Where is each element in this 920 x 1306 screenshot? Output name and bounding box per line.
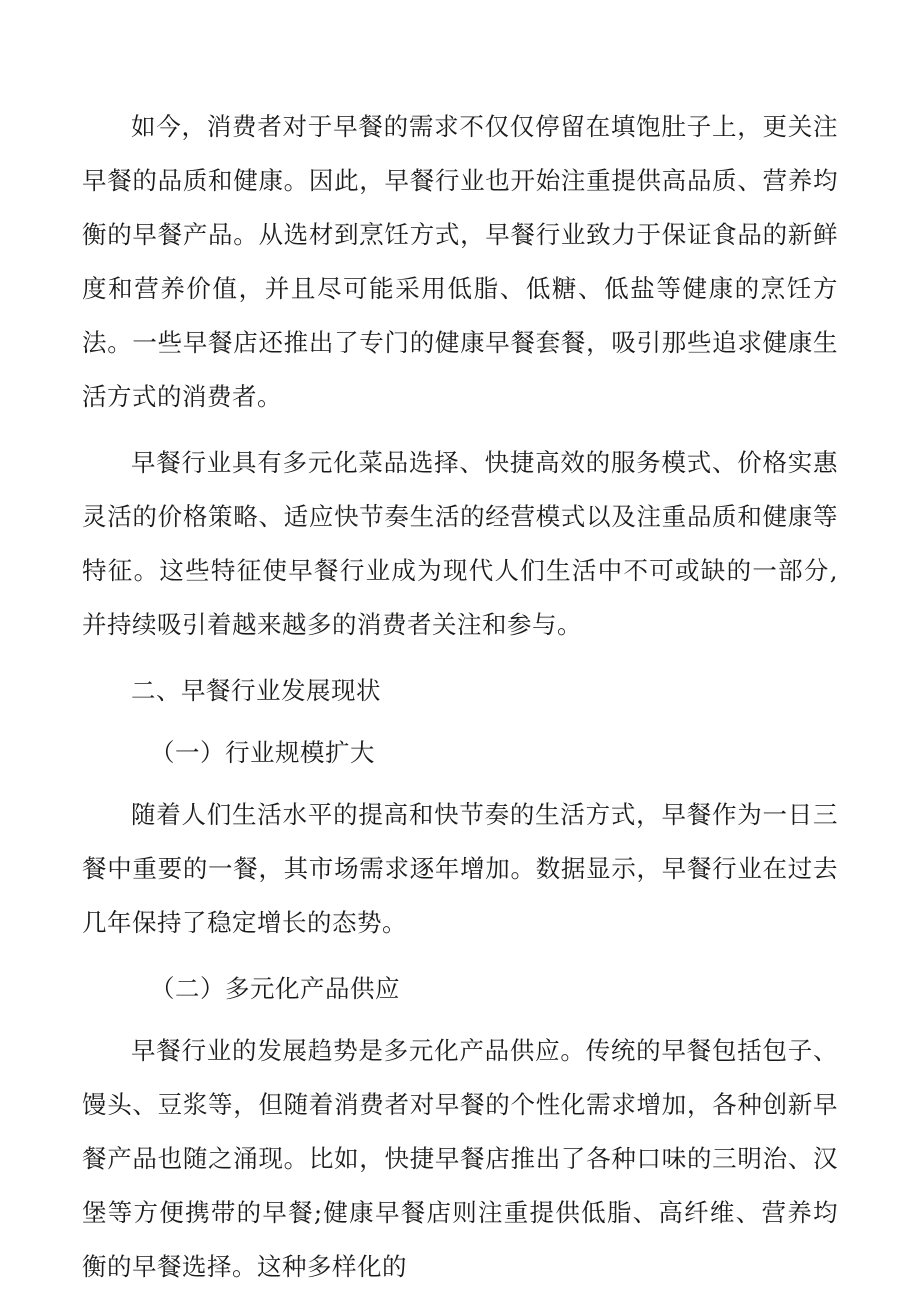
paragraph-industry-features: 早餐行业具有多元化菜品选择、快捷高效的服务模式、价格实惠灵活的价格策略、适应快节奏生活的经营模式以及注重品质和健康等特征。这些特征使早餐行业成为现代人们生活中不可或缺的一部分,并持续吸引着越来越多的消费者关注和参与。 (82, 448, 838, 639)
subsection-heading-products: （二）多元化产品供应 (150, 974, 400, 1003)
document-body (82, 100, 838, 1306)
paragraph-products: 早餐行业的发展趋势是多元化产品供应。传统的早餐包括包子、馒头、豆浆等，但随着消费者对早餐的个性化需求增加，各种创新早餐产品也随之涌现。比如，快捷早餐店推出了各种口味的三明治、汉堡等方便携带的早餐;健康早餐店则注重提供低脂、高纤维、营养均衡的早餐选择。这种多样化的 (82, 1036, 838, 1281)
paragraph-consumer-demand: 如今，消费者对于早餐的需求不仅仅停留在填饱肚子上，更关注早餐的品质和健康。因此，早餐行业也开始注重提供高品质、营养均衡的早餐产品。从选材到烹饪方式，早餐行业致力于保证食品的新鲜度和营养价值，并且尽可能采用低脂、低糖、低盐等健康的烹饪方法。一些早餐店还推出了专门的健康早餐套餐，吸引那些追求健康生活方式的消费者。 (82, 112, 838, 411)
paragraph-scale: 随着人们生活水平的提高和快节奏的生活方式，早餐作为一日三餐中重要的一餐，其市场需求逐年增加。数据显示，早餐行业在过去几年保持了稳定增长的态势。 (82, 800, 838, 937)
section-heading: 二、早餐行业发展现状 (131, 676, 381, 705)
subsection-heading-scale: （一）行业规模扩大 (150, 738, 375, 767)
